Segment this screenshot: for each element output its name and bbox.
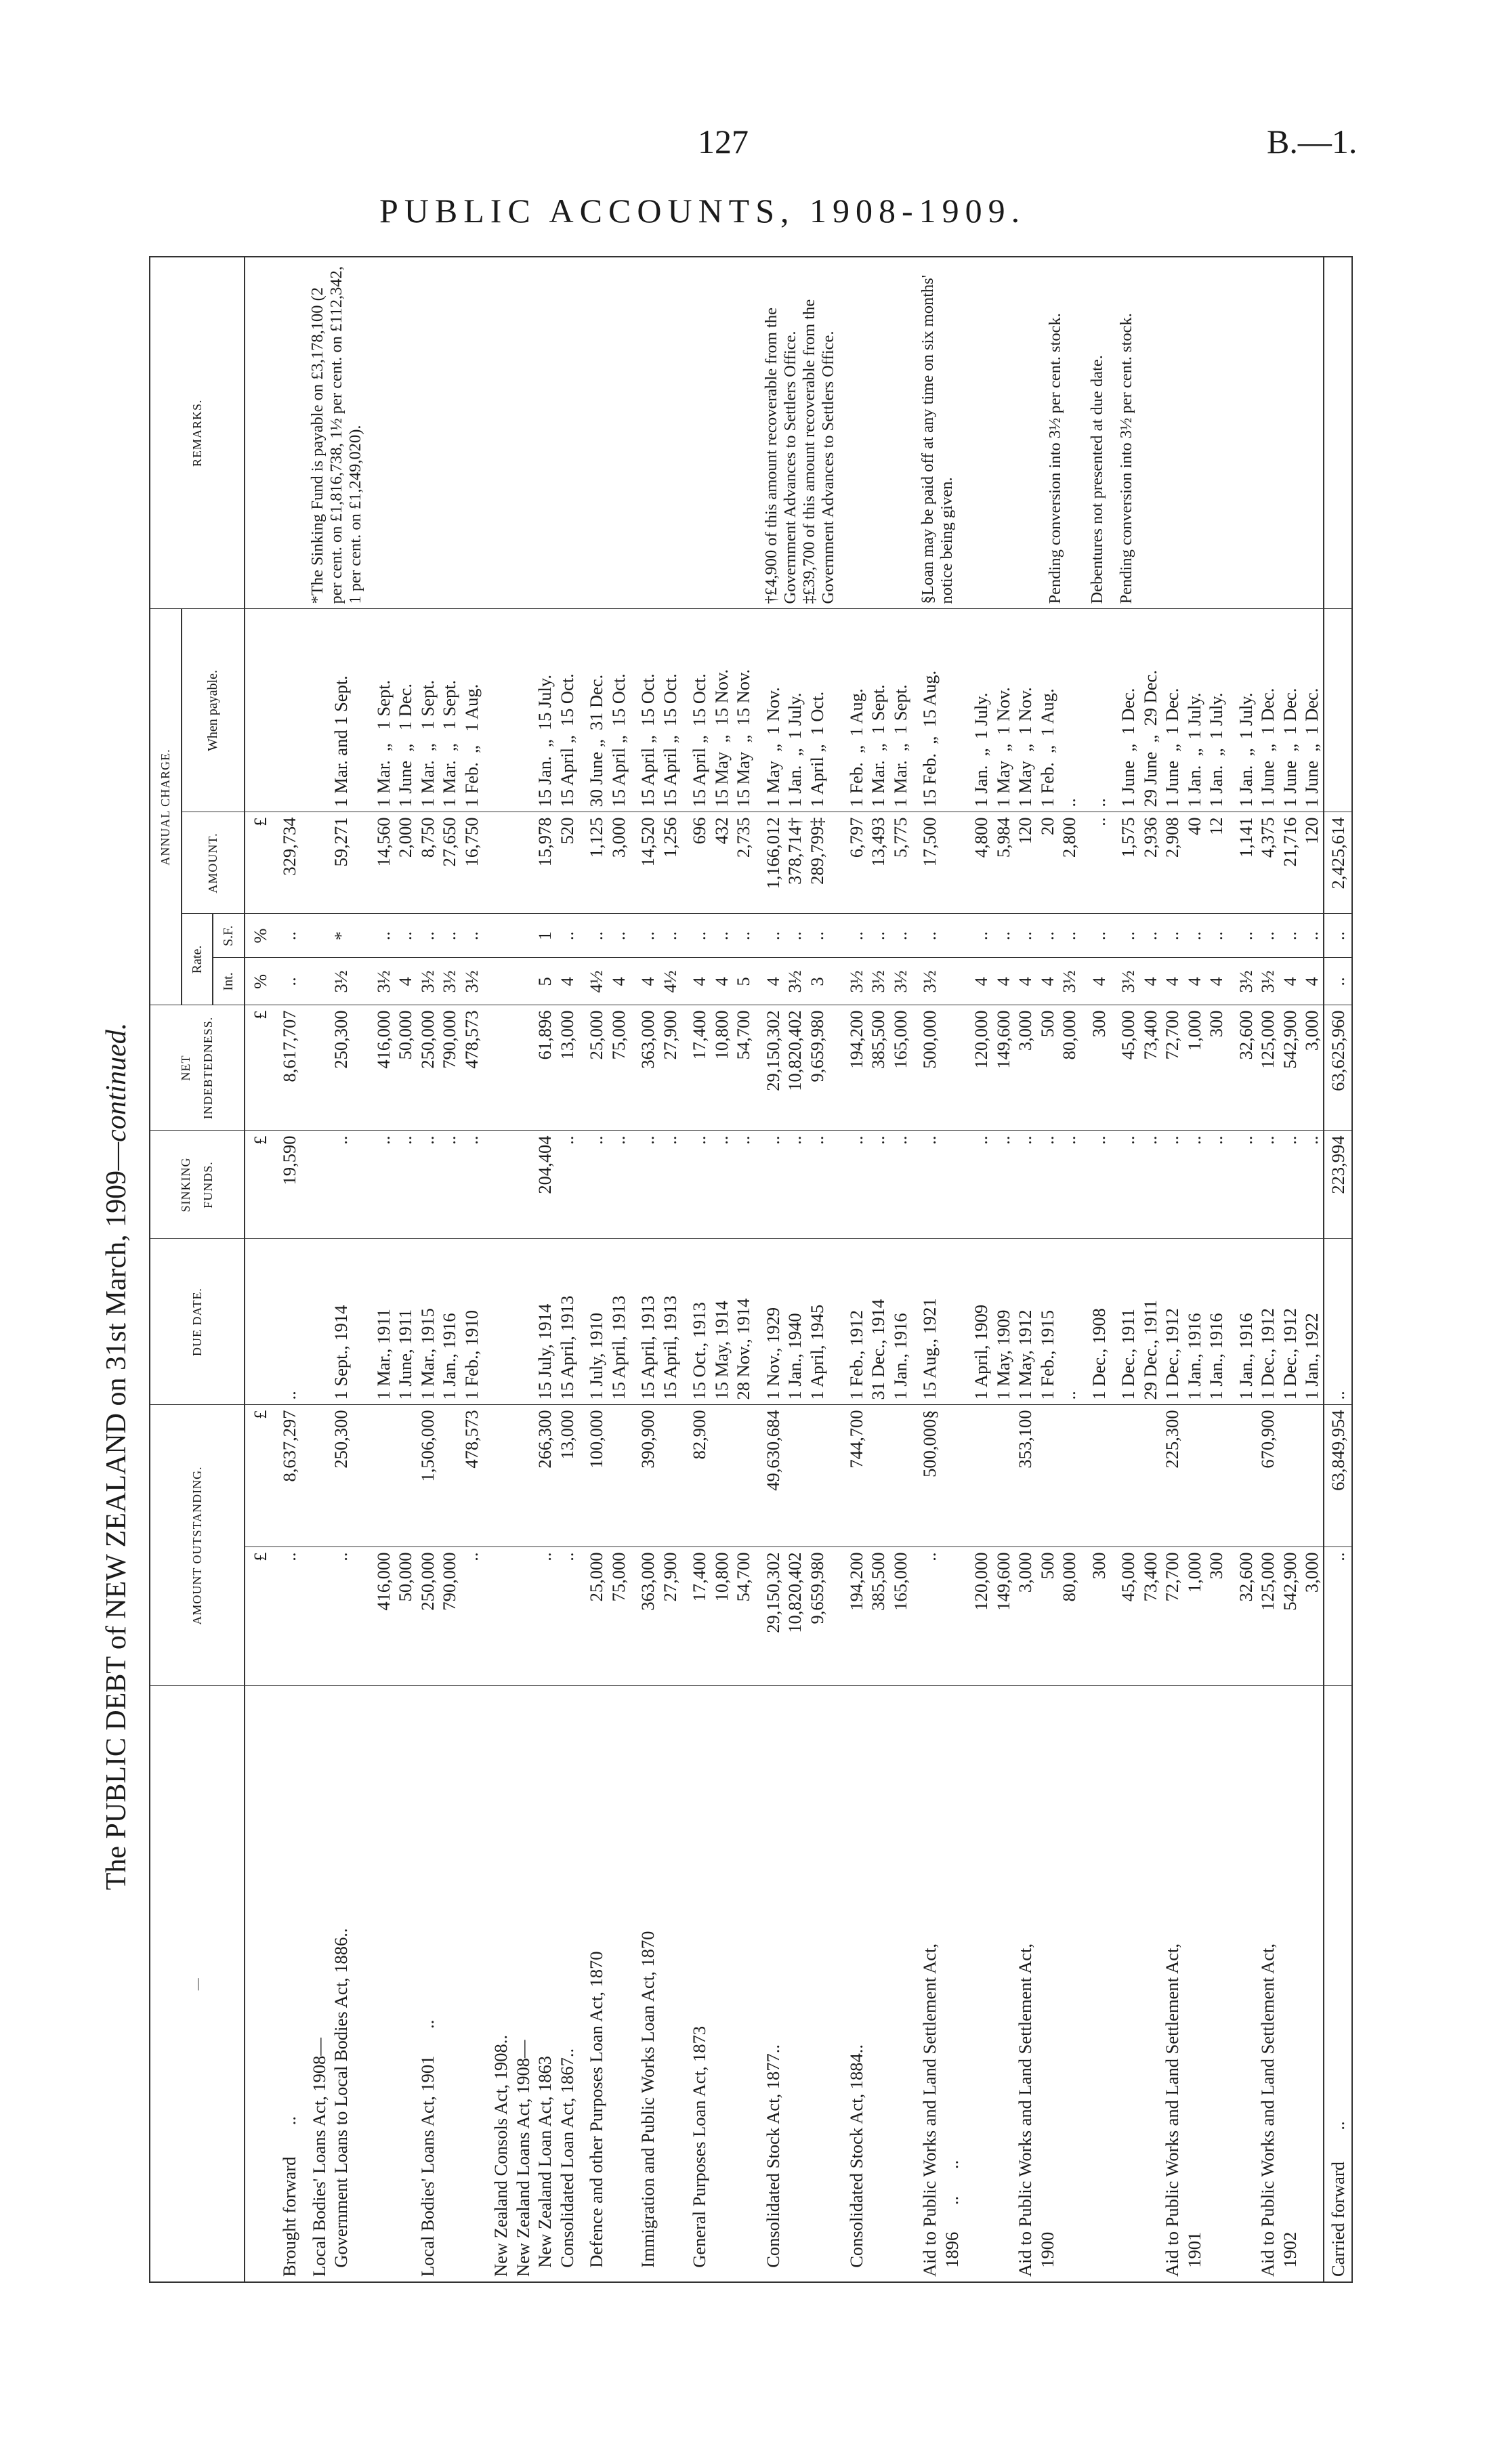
rate-sf-cell: .. .. .. .. .. <box>963 914 1080 958</box>
col-annual-charge-header: ANNUAL CHARGE. <box>150 609 182 1005</box>
amount-detail-cell: 416,000 50,000 250,000 790,000 .. <box>365 1547 483 1686</box>
amount-total-cell: 353,100 <box>963 1405 1080 1547</box>
desc-cell: Aid to Public Works and Land Settlement Act, 1900 <box>963 1686 1080 2282</box>
net-indebtedness-cell: 32,600 125,000 542,900 3,000 <box>1227 1005 1324 1131</box>
rate-int-cell: .. <box>271 958 301 1005</box>
col-remarks-header: REMARKS. <box>150 257 245 609</box>
rate-int-cell: 4 4½ <box>629 958 681 1005</box>
totals-remarks-cell <box>1324 257 1353 609</box>
sinking-fund-cell: .. .. .. <box>838 1131 912 1239</box>
when-payable-cell: 15 Jan. „ 15 July. 15 April „ 15 Oct. <box>482 609 578 812</box>
net-indebtedness-cell: 416,000 50,000 250,000 790,000 478,573 <box>365 1005 483 1131</box>
desc-cell: Defence and other Purposes Loan Act, 1870 <box>578 1686 629 2282</box>
remarks-cell <box>482 257 578 609</box>
remarks-cell <box>629 257 681 609</box>
amount-total-cell: 100,000 <box>578 1405 629 1547</box>
net-indebtedness-cell: 8,617,707 <box>271 1005 301 1131</box>
amount-total-cell: 390,900 <box>629 1405 681 1547</box>
table-row <box>301 257 365 2282</box>
table-row <box>578 257 629 2282</box>
amount-total-cell: 670,900 <box>1227 1405 1324 1547</box>
units-desc-cell <box>245 1686 272 2282</box>
sinking-fund-cell: .. <box>911 1131 963 1239</box>
col-due-date-header: DUE DATE. <box>150 1239 245 1405</box>
amount-detail-cell: 120,000 149,600 3,000 500 80,000 <box>963 1547 1080 1686</box>
desc-cell: Immigration and Public Works Loan Act, 1870 <box>629 1686 681 2282</box>
amount-total-cell: 1,506,000 478,573 <box>365 1405 483 1547</box>
remarks-cell <box>578 257 629 609</box>
net-indebtedness-cell: 17,400 10,800 54,700 <box>681 1005 755 1131</box>
rate-sf-cell: .. .. .. <box>755 914 838 958</box>
amount-total-cell: 250,300 <box>301 1405 365 1547</box>
annual-amount-cell: 4,800 5,984 120 20 2,800 <box>963 812 1080 914</box>
public-debt-table <box>149 256 1353 2283</box>
amount-total-cell: 8,637,297 <box>271 1405 301 1547</box>
when-payable-cell: 30 June „ 31 Dec. 15 April „ 15 Oct. <box>578 609 629 812</box>
table-title-continued: continued. <box>101 1022 132 1142</box>
net-indebtedness-cell: 500,000 <box>911 1005 963 1131</box>
rate-int-cell: 5 4 <box>482 958 578 1005</box>
remarks-cell: *The Sinking Fund is payable on £3,178,100 (2 per cent. on £1,816,738, 1½ per cent. on £112,342, 1 per cent. on £1,249,020). <box>301 257 365 609</box>
table-row <box>629 257 681 2282</box>
amount-total-cell <box>1080 1405 1110 1547</box>
desc-cell <box>1080 1686 1110 2282</box>
table-row <box>1227 257 1324 2282</box>
amount-total-cell: 744,700 <box>838 1405 912 1547</box>
annual-amount-cell: 1,575 2,936 2,908 40 12 <box>1110 812 1227 914</box>
due-date-cell: 1 Feb., 1912 31 Dec., 1914 1 Jan., 1916 <box>838 1239 912 1405</box>
col-rate-header: Rate. <box>182 914 213 1005</box>
units-rate-sf-cell: % <box>245 914 272 958</box>
col-amount-outstanding-header: AMOUNT OUTSTANDING. <box>150 1405 245 1686</box>
net-indebtedness-cell: 45,000 73,400 72,700 1,000 300 <box>1110 1005 1227 1131</box>
amount-detail-cell: .. .. <box>482 1547 578 1686</box>
units-due-cell <box>245 1239 272 1405</box>
rate-sf-cell: .. .. .. .. <box>1227 914 1324 958</box>
annual-amount-cell: 329,734 <box>271 812 301 914</box>
amount-detail-cell: 300 <box>1080 1547 1110 1686</box>
annual-amount-cell: 14,520 1,256 <box>629 812 681 914</box>
page-title: PUBLIC ACCOUNTS, 1908-1909. <box>379 192 1026 230</box>
table-title-main: The PUBLIC DEBT of NEW ZEALAND on 31st March, 1909— <box>101 1141 132 1891</box>
amount-detail-cell: 45,000 73,400 72,700 1,000 300 <box>1110 1547 1227 1686</box>
table-row <box>271 257 301 2282</box>
totals-when-cell <box>1324 609 1353 812</box>
when-payable-cell: 1 Jan. „ 1 July. 1 June „ 1 Dec. 1 June „ 1 Dec. 1 June „ 1 Dec. <box>1227 609 1324 812</box>
amount-total-cell: 500,000§ <box>911 1405 963 1547</box>
sinking-fund-cell: 19,590 <box>271 1131 301 1239</box>
annual-amount-cell: 15,978 520 <box>482 812 578 914</box>
table-row <box>681 257 755 2282</box>
net-indebtedness-cell: 120,000 149,600 3,000 500 80,000 <box>963 1005 1080 1131</box>
annual-amount-cell: 1,125 3,000 <box>578 812 629 914</box>
totals-row <box>1324 257 1353 2282</box>
due-date-cell: 15 Oct., 1913 15 May, 1914 28 Nov., 1914 <box>681 1239 755 1405</box>
totals-rate-int-cell: .. <box>1324 958 1353 1005</box>
table-row <box>1080 257 1110 2282</box>
debt-table-container <box>149 257 1382 2283</box>
table-row <box>963 257 1080 2282</box>
page-number: 127 <box>698 123 749 161</box>
when-payable-cell: .. <box>1080 609 1110 812</box>
sinking-fund-cell: .. .. .. .. <box>1227 1131 1324 1239</box>
totals-amount-total-cell: 63,849,954 <box>1324 1405 1353 1547</box>
remarks-cell <box>1227 257 1324 609</box>
sinking-fund-cell: .. .. .. .. .. <box>963 1131 1080 1239</box>
rate-sf-cell: .. .. .. <box>681 914 755 958</box>
when-payable-cell <box>271 609 301 812</box>
table-row <box>482 257 578 2282</box>
desc-cell: Consolidated Stock Act, 1877.. <box>755 1686 838 2282</box>
units-rate-int-cell: % <box>245 958 272 1005</box>
desc-cell: New Zealand Consols Act, 1908.. New Zealand Loans Act, 1908— New Zealand Loan Act, 1863 Consolidated Loan Act, 1867.. <box>482 1686 578 2282</box>
remarks-cell: Pending conversion into 3½ per cent. stock. <box>1110 257 1227 609</box>
rate-sf-cell: 1 .. <box>482 914 578 958</box>
rate-int-cell: 3½ 3½ 4 4 <box>1227 958 1324 1005</box>
units-when-cell <box>245 609 272 812</box>
amount-total-cell: 49,630,684 <box>755 1405 838 1547</box>
rate-int-cell: 3½ 3½ 3½ <box>838 958 912 1005</box>
rate-sf-cell: .. .. <box>578 914 629 958</box>
net-indebtedness-cell: 250,300 <box>301 1005 365 1131</box>
units-amount-detail-cell: £ <box>245 1547 272 1686</box>
amount-detail-cell: 32,600 125,000 542,900 3,000 <box>1227 1547 1324 1686</box>
desc-cell: Consolidated Stock Act, 1884.. <box>838 1686 912 2282</box>
table-row <box>838 257 912 2282</box>
amount-detail-cell: 194,200 385,500 165,000 <box>838 1547 912 1686</box>
units-remarks-cell <box>245 257 272 609</box>
col-amount-header: AMOUNT. <box>182 812 245 914</box>
units-sinking-cell: £ <box>245 1131 272 1239</box>
rate-int-cell: 3½ <box>911 958 963 1005</box>
amount-detail-cell: .. <box>911 1547 963 1686</box>
amount-detail-cell: 25,000 75,000 <box>578 1547 629 1686</box>
due-date-cell: 15 Aug., 1921 <box>911 1239 963 1405</box>
when-payable-cell: 1 June „ 1 Dec. 29 June „ 29 Dec. 1 June „ 1 Dec. 1 Jan. „ 1 July. 1 Jan. „ 1 July. <box>1110 609 1227 812</box>
desc-cell: General Purposes Loan Act, 1873 <box>681 1686 755 2282</box>
rate-int-cell: 3½ <box>301 958 365 1005</box>
amount-total-cell: 266,300 13,000 <box>482 1405 578 1547</box>
due-date-cell: 1 Dec., 1908 <box>1080 1239 1110 1405</box>
desc-cell: Local Bodies' Loans Act, 1908— Government Loans to Local Bodies Act, 1886.. <box>301 1686 365 2282</box>
annual-amount-cell: 1,141 4,375 21,716 120 <box>1227 812 1324 914</box>
due-date-cell: 1 Dec., 1911 29 Dec., 1911 1 Dec., 1912 1 Jan., 1916 1 Jan., 1916 <box>1110 1239 1227 1405</box>
amount-detail-cell: .. <box>301 1547 365 1686</box>
totals-due-cell: .. <box>1324 1239 1353 1405</box>
totals-rate-sf-cell: .. <box>1324 914 1353 958</box>
sinking-fund-cell: .. .. <box>629 1131 681 1239</box>
when-payable-cell: 1 Jan. „ 1 July. 1 May „ 1 Nov. 1 May „ 1 Nov. 1 Feb. „ 1 Aug. .. <box>963 609 1080 812</box>
remarks-cell <box>681 257 755 609</box>
units-amount-total-cell: £ <box>245 1405 272 1547</box>
rate-int-cell: 4 3½ 3 <box>755 958 838 1005</box>
rate-sf-cell: .. .. .. .. .. <box>365 914 483 958</box>
rate-sf-cell: .. <box>1080 914 1110 958</box>
totals-desc-cell: Carried forward .. <box>1324 1686 1353 2282</box>
remarks-cell: Pending conversion into 3½ per cent. stock. <box>963 257 1080 609</box>
rate-sf-cell: .. <box>271 914 301 958</box>
net-indebtedness-cell: 25,000 75,000 <box>578 1005 629 1131</box>
when-payable-cell: 1 Mar. „ 1 Sept. 1 June „ 1 Dec. 1 Mar. „ 1 Sept. 1 Mar. „ 1 Sept. 1 Feb. „ 1 Aug. <box>365 609 483 812</box>
annual-amount-cell: 696 432 2,735 <box>681 812 755 914</box>
sinking-fund-cell: .. <box>1080 1131 1110 1239</box>
table-row <box>365 257 483 2282</box>
due-date-cell: 1 April, 1909 1 May, 1909 1 May, 1912 1 Feb., 1915 .. <box>963 1239 1080 1405</box>
sinking-fund-cell: .. .. .. <box>755 1131 838 1239</box>
col-when-payable-header: When payable. <box>182 609 245 812</box>
when-payable-cell: 1 May „ 1 Nov. 1 Jan. „ 1 July. 1 April „ 1 Oct. <box>755 609 838 812</box>
sinking-fund-cell: .. .. .. .. .. <box>365 1131 483 1239</box>
net-indebtedness-cell: 29,150,302 10,820,402 9,659,980 <box>755 1005 838 1131</box>
remarks-cell: Debentures not presented at due date. <box>1080 257 1110 609</box>
annual-amount-cell: .. <box>1080 812 1110 914</box>
rate-sf-cell: .. .. .. <box>838 914 912 958</box>
remarks-cell <box>838 257 912 609</box>
desc-cell: Aid to Public Works and Land Settlement Act, 1901 <box>1110 1686 1227 2282</box>
annual-amount-cell: 1,166,012 378,714† 289,799‡ <box>755 812 838 914</box>
net-indebtedness-cell: 300 <box>1080 1005 1110 1131</box>
amount-total-cell: 225,300 <box>1110 1405 1227 1547</box>
rate-int-cell: 4 <box>1080 958 1110 1005</box>
table-row <box>755 257 838 2282</box>
col-sinking-funds-header: SINKING FUNDS. <box>150 1131 245 1239</box>
due-date-cell: .. <box>271 1239 301 1405</box>
when-payable-cell: 15 Feb. „ 15 Aug. <box>911 609 963 812</box>
rate-sf-cell: * <box>301 914 365 958</box>
when-payable-cell: 15 April „ 15 Oct. 15 April „ 15 Oct. <box>629 609 681 812</box>
sinking-fund-cell: .. .. .. .. .. <box>1110 1131 1227 1239</box>
rate-sf-cell: .. <box>911 914 963 958</box>
rate-int-cell: 3½ 4 4 4 4 <box>1110 958 1227 1005</box>
col-rate-int-header: Int. <box>213 958 245 1005</box>
totals-amount-detail-cell: .. <box>1324 1547 1353 1686</box>
net-indebtedness-cell: 61,896 13,000 <box>482 1005 578 1131</box>
due-date-cell: 1 Mar., 1911 1 June, 1911 1 Mar., 1915 1 Jan., 1916 1 Feb., 1910 <box>365 1239 483 1405</box>
table-row <box>911 257 963 2282</box>
rate-sf-cell: .. .. <box>629 914 681 958</box>
col-description-header: — <box>150 1686 245 2282</box>
debt-table-body <box>245 257 1324 2282</box>
net-indebtedness-cell: 194,200 385,500 165,000 <box>838 1005 912 1131</box>
remarks-cell <box>271 257 301 609</box>
rate-int-cell: 4 4 4 4 3½ <box>963 958 1080 1005</box>
due-date-cell: 1 Nov., 1929 1 Jan., 1940 1 April, 1945 <box>755 1239 838 1405</box>
when-payable-cell: 1 Mar. and 1 Sept. <box>301 609 365 812</box>
annual-amount-cell: 14,560 2,000 8,750 27,650 16,750 <box>365 812 483 914</box>
desc-cell: Aid to Public Works and Land Settlement Act, 1902 <box>1227 1686 1324 2282</box>
units-net-cell: £ <box>245 1005 272 1131</box>
due-date-cell: 15 July, 1914 15 April, 1913 <box>482 1239 578 1405</box>
due-date-cell: 1 July, 1910 15 April, 1913 <box>578 1239 629 1405</box>
sinking-fund-cell: .. <box>301 1131 365 1239</box>
rate-sf-cell: .. .. .. .. .. <box>1110 914 1227 958</box>
units-row <box>245 257 272 2282</box>
remarks-cell <box>365 257 483 609</box>
amount-detail-cell: .. <box>271 1547 301 1686</box>
amount-total-cell: 82,900 <box>681 1405 755 1547</box>
due-date-cell: 15 April, 1913 15 April, 1913 <box>629 1239 681 1405</box>
col-net-indebtedness-header: NET INDEBTEDNESS. <box>150 1005 245 1131</box>
annual-amount-cell: 17,500 <box>911 812 963 914</box>
desc-cell: Local Bodies' Loans Act, 1901 .. <box>365 1686 483 2282</box>
when-payable-cell: 15 April „ 15 Oct. 15 May „ 15 Nov. 15 May „ 15 Nov. <box>681 609 755 812</box>
totals-annual-amount-cell: 2,425,614 <box>1324 812 1353 914</box>
sinking-fund-cell: .. .. <box>578 1131 629 1239</box>
amount-detail-cell: 29,150,302 10,820,402 9,659,980 <box>755 1547 838 1686</box>
due-date-cell: 1 Jan., 1916 1 Dec., 1912 1 Dec., 1912 1 Jan., 1922 <box>1227 1239 1324 1405</box>
units-annual-amount-cell: £ <box>245 812 272 914</box>
sinking-fund-cell: .. .. .. <box>681 1131 755 1239</box>
col-rate-sf-header: S.F. <box>213 914 245 958</box>
desc-cell: Aid to Public Works and Land Settlement Act, 1896 .. .. <box>911 1686 963 2282</box>
amount-detail-cell: 17,400 10,800 54,700 <box>681 1547 755 1686</box>
rate-int-cell: 3½ 4 3½ 3½ 3½ <box>365 958 483 1005</box>
rate-int-cell: 4 4 5 <box>681 958 755 1005</box>
annual-amount-cell: 6,797 13,493 5,775 <box>838 812 912 914</box>
amount-detail-cell: 363,000 27,900 <box>629 1547 681 1686</box>
remarks-cell: †£4,900 of this amount recoverable from the Government Advances to Settlers Office. ‡£39,700 of this amount recoverable from the Government Advances to Settlers Office. <box>755 257 838 609</box>
rate-int-cell: 4½ 4 <box>578 958 629 1005</box>
net-indebtedness-cell: 363,000 27,900 <box>629 1005 681 1131</box>
totals-sinking-cell: 223,994 <box>1324 1131 1353 1239</box>
desc-cell: Brought forward .. <box>271 1686 301 2282</box>
due-date-cell: 1 Sept., 1914 <box>301 1239 365 1405</box>
table-title <box>100 779 133 2134</box>
remarks-cell: §Loan may be paid off at any time on six months' notice being given. <box>911 257 963 609</box>
annual-amount-cell: 59,271 <box>301 812 365 914</box>
table-row <box>1110 257 1227 2282</box>
when-payable-cell: 1 Feb. „ 1 Aug. 1 Mar. „ 1 Sept. 1 Mar. „ 1 Sept. <box>838 609 912 812</box>
totals-net-cell: 63,625,960 <box>1324 1005 1353 1131</box>
sinking-fund-cell: 204,404 .. <box>482 1131 578 1239</box>
page-reference: B.—1. <box>1267 123 1358 161</box>
